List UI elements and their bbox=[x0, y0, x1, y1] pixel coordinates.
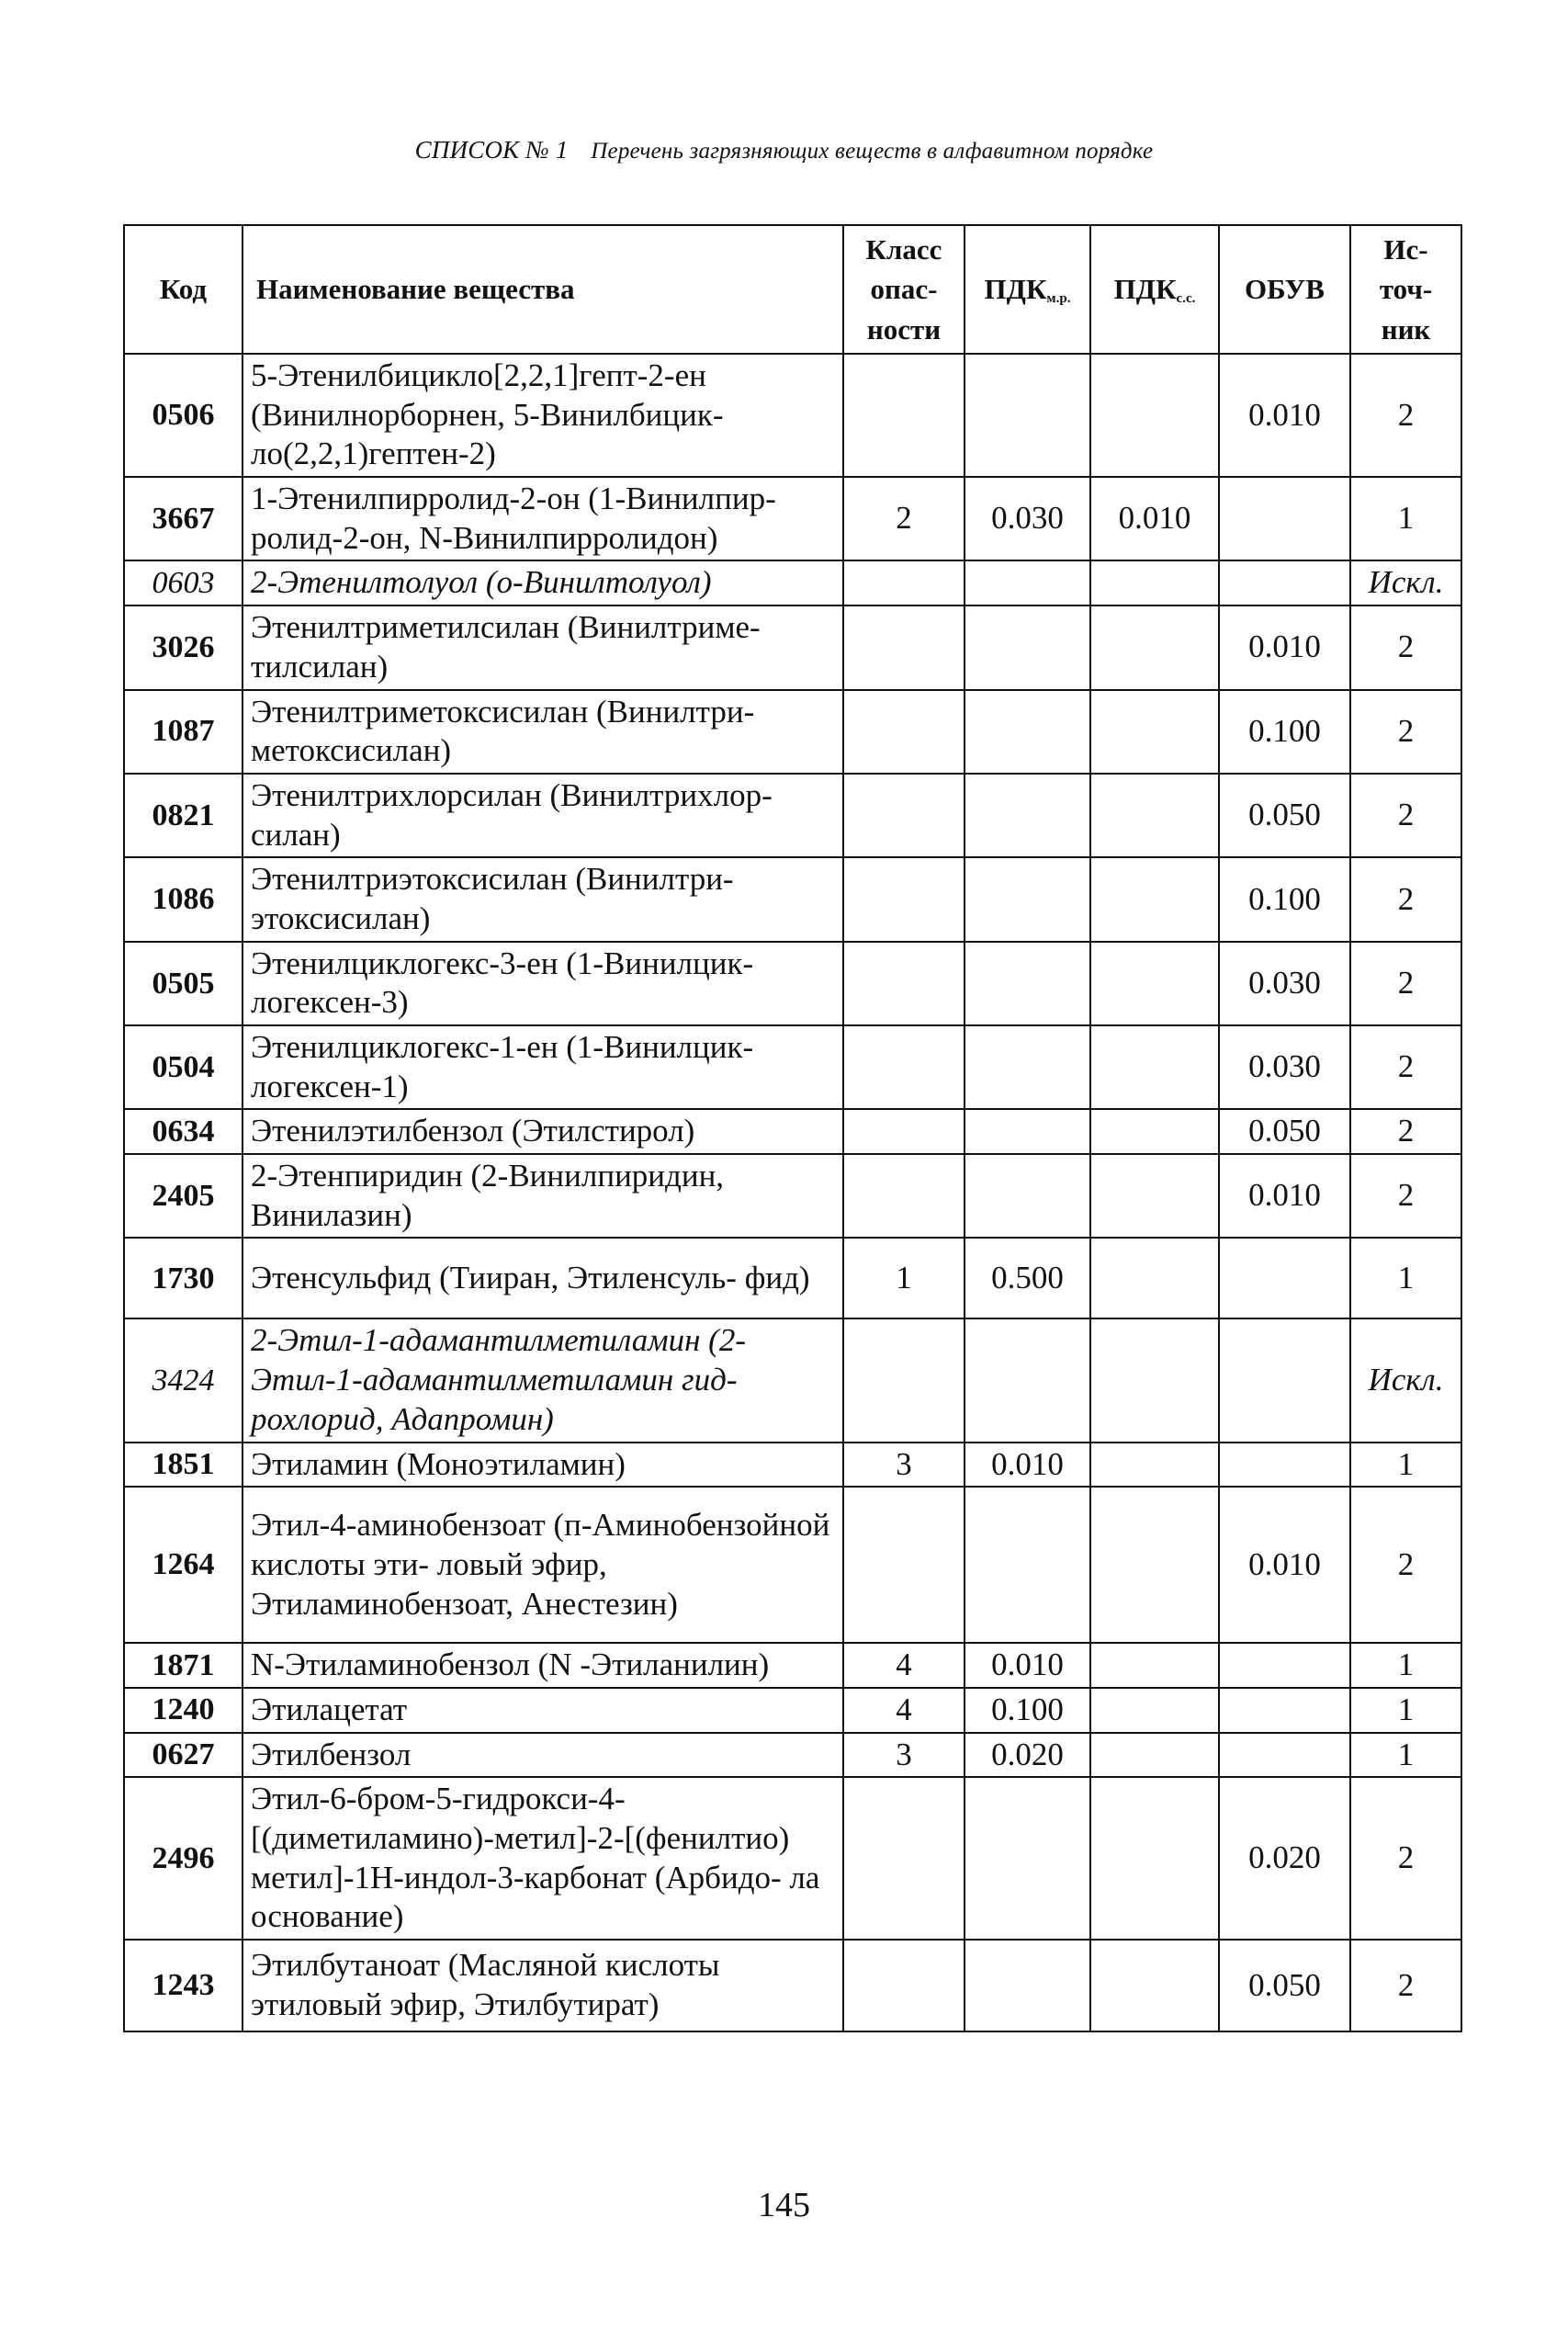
cell-obuv bbox=[1219, 477, 1350, 560]
cell-pdk-ss bbox=[1090, 1487, 1219, 1643]
cell-hazard-class bbox=[843, 690, 964, 774]
cell-name: Этенилэтилбензол (Этилстирол) bbox=[243, 1109, 843, 1154]
table-row bbox=[124, 354, 1461, 477]
cell-source: 2 bbox=[1350, 1487, 1461, 1643]
cell-code: 1730 bbox=[124, 1238, 243, 1318]
cell-pdk-ss bbox=[1090, 690, 1219, 774]
cell-obuv: 0.010 bbox=[1219, 1487, 1350, 1643]
table-row bbox=[124, 690, 1461, 774]
page-number: 145 bbox=[758, 2186, 810, 2224]
cell-obuv: 0.020 bbox=[1219, 1777, 1350, 1940]
table-row bbox=[124, 1688, 1461, 1733]
table-row bbox=[124, 1940, 1461, 2031]
cell-pdk-ss: 0.010 bbox=[1090, 477, 1219, 560]
cell-pdk-mr bbox=[964, 857, 1090, 941]
cell-source: 2 bbox=[1350, 1940, 1461, 2031]
cell-pdk-ss bbox=[1090, 1025, 1219, 1109]
cell-name: N-Этиламинобензол (N -Этиланилин) bbox=[243, 1643, 843, 1688]
cell-code: 1240 bbox=[124, 1688, 243, 1733]
cell-name: Этенилтриметилсилан (Винилтриме- тилсилан) bbox=[243, 605, 843, 689]
column-header-pdk-ss bbox=[1090, 225, 1219, 354]
cell-pdk-ss bbox=[1090, 1940, 1219, 2031]
cell-obuv bbox=[1219, 1688, 1350, 1733]
cell-pdk-ss bbox=[1090, 1154, 1219, 1238]
cell-source: Искл. bbox=[1350, 1318, 1461, 1442]
table-row bbox=[124, 1154, 1461, 1238]
cell-source: 2 bbox=[1350, 1109, 1461, 1154]
cell-obuv: 0.050 bbox=[1219, 774, 1350, 857]
cell-name: Этенилтрихлорсилан (Винилтрихлор- силан) bbox=[243, 774, 843, 857]
cell-name: Этенилциклогекс-1-ен (1-Винилцик- логексен-1) bbox=[243, 1025, 843, 1109]
cell-name: Этил-6-бром-5-гидрокси-4- [(диметиламино)-метил]-2-[(фенилтио) метил]-1Н-индол-3-карбонат (Арбидо- ла основание) bbox=[243, 1777, 843, 1940]
cell-code: 0506 bbox=[124, 354, 243, 477]
cell-source: 2 bbox=[1350, 1154, 1461, 1238]
cell-name: 2-Этил-1-адамантилметиламин (2-Этил-1-адамантилметиламин гид- рохлорид, Адапромин) bbox=[243, 1318, 843, 1442]
cell-code: 2496 bbox=[124, 1777, 243, 1940]
cell-pdk-ss bbox=[1090, 774, 1219, 857]
cell-source: 2 bbox=[1350, 774, 1461, 857]
cell-pdk-ss bbox=[1090, 1733, 1219, 1778]
table-row bbox=[124, 1238, 1461, 1318]
table-row bbox=[124, 560, 1461, 605]
cell-obuv bbox=[1219, 1318, 1350, 1442]
cell-pdk-mr bbox=[964, 690, 1090, 774]
cell-hazard-class bbox=[843, 560, 964, 605]
cell-hazard-class bbox=[843, 1940, 964, 2031]
cell-code: 1264 bbox=[124, 1487, 243, 1643]
column-header-name: Наименование вещества bbox=[243, 225, 843, 354]
cell-hazard-class bbox=[843, 1025, 964, 1109]
cell-code: 2405 bbox=[124, 1154, 243, 1238]
cell-obuv: 0.050 bbox=[1219, 1109, 1350, 1154]
cell-pdk-mr: 0.500 bbox=[964, 1238, 1090, 1318]
cell-obuv: 0.100 bbox=[1219, 690, 1350, 774]
cell-hazard-class: 1 bbox=[843, 1238, 964, 1318]
pdk-mr-label: ПДК bbox=[984, 273, 1047, 306]
table-row bbox=[124, 477, 1461, 560]
cell-pdk-mr bbox=[964, 1318, 1090, 1442]
table-row bbox=[124, 1443, 1461, 1488]
cell-code: 1087 bbox=[124, 690, 243, 774]
cell-hazard-class bbox=[843, 1154, 964, 1238]
cell-name: Этенсульфид (Тииран, Этиленсуль- фид) bbox=[243, 1238, 843, 1318]
cell-source: 1 bbox=[1350, 1238, 1461, 1318]
cell-obuv: 0.010 bbox=[1219, 1154, 1350, 1238]
cell-obuv bbox=[1219, 1643, 1350, 1688]
cell-pdk-mr bbox=[964, 942, 1090, 1025]
cell-pdk-mr bbox=[964, 1025, 1090, 1109]
cell-pdk-mr bbox=[964, 1777, 1090, 1940]
column-header-source: Ис- точ- ник bbox=[1350, 225, 1461, 354]
cell-name: Этилацетат bbox=[243, 1688, 843, 1733]
cell-pdk-ss bbox=[1090, 354, 1219, 477]
table-row bbox=[124, 774, 1461, 857]
table-row bbox=[124, 1643, 1461, 1688]
cell-name: Этил-4-аминобензоат (п-Аминобензойной кислоты эти- ловый эфир, Этиламинобензоат, Анестезин) bbox=[243, 1487, 843, 1643]
cell-obuv bbox=[1219, 560, 1350, 605]
pdk-mr-subscript: м.р. bbox=[1046, 291, 1071, 307]
cell-name: Этилбензол bbox=[243, 1733, 843, 1778]
cell-obuv bbox=[1219, 1238, 1350, 1318]
cell-source: 2 bbox=[1350, 1025, 1461, 1109]
cell-pdk-ss bbox=[1090, 1238, 1219, 1318]
cell-pdk-ss bbox=[1090, 605, 1219, 689]
cell-hazard-class bbox=[843, 1777, 964, 1940]
cell-source: 1 bbox=[1350, 1443, 1461, 1488]
cell-source: 2 bbox=[1350, 690, 1461, 774]
cell-code: 3667 bbox=[124, 477, 243, 560]
cell-code: 1851 bbox=[124, 1443, 243, 1488]
cell-obuv: 0.010 bbox=[1219, 605, 1350, 689]
cell-pdk-ss bbox=[1090, 1109, 1219, 1154]
cell-hazard-class: 3 bbox=[843, 1443, 964, 1488]
cell-pdk-mr: 0.030 bbox=[964, 477, 1090, 560]
table-row bbox=[124, 1733, 1461, 1778]
cell-source: 2 bbox=[1350, 354, 1461, 477]
cell-name: Этенилтриметоксисилан (Винилтри- метоксисилан) bbox=[243, 690, 843, 774]
page-header bbox=[0, 136, 1568, 164]
cell-name: Этенилтриэтоксисилан (Винилтри- этоксисилан) bbox=[243, 857, 843, 941]
column-header-obuv: ОБУВ bbox=[1219, 225, 1350, 354]
cell-code: 3424 bbox=[124, 1318, 243, 1442]
cell-source: 1 bbox=[1350, 477, 1461, 560]
cell-name: 1-Этенилпирролид-2-он (1-Винилпир- ролид-2-он, N-Винилпирролидон) bbox=[243, 477, 843, 560]
pdk-ss-subscript: с.с. bbox=[1176, 291, 1196, 307]
cell-hazard-class: 3 bbox=[843, 1733, 964, 1778]
cell-code: 0627 bbox=[124, 1733, 243, 1778]
cell-name: 2-Этенпиридин (2-Винилпиридин, Винилазин) bbox=[243, 1154, 843, 1238]
cell-name: 5-Этенилбицикло[2,2,1]гепт-2-ен (Винилнорборнен, 5-Винилбицик- ло(2,2,1)гептен-2) bbox=[243, 354, 843, 477]
cell-code: 1871 bbox=[124, 1643, 243, 1688]
cell-source: 2 bbox=[1350, 1777, 1461, 1940]
cell-hazard-class: 4 bbox=[843, 1688, 964, 1733]
cell-obuv: 0.030 bbox=[1219, 1025, 1350, 1109]
cell-pdk-mr bbox=[964, 354, 1090, 477]
cell-name: 2-Этенилтолуол (о-Винилтолуол) bbox=[243, 560, 843, 605]
substances-table bbox=[123, 224, 1462, 2032]
cell-code: 0634 bbox=[124, 1109, 243, 1154]
cell-source: Искл. bbox=[1350, 560, 1461, 605]
cell-pdk-mr bbox=[964, 1487, 1090, 1643]
cell-pdk-mr bbox=[964, 1940, 1090, 2031]
table-row bbox=[124, 1777, 1461, 1940]
cell-pdk-mr bbox=[964, 1109, 1090, 1154]
cell-hazard-class bbox=[843, 605, 964, 689]
cell-pdk-ss bbox=[1090, 1777, 1219, 1940]
cell-name: Этиламин (Моноэтиламин) bbox=[243, 1443, 843, 1488]
table-row bbox=[124, 857, 1461, 941]
table-header-row bbox=[124, 225, 1461, 354]
cell-code: 0603 bbox=[124, 560, 243, 605]
cell-code: 0505 bbox=[124, 942, 243, 1025]
cell-hazard-class: 2 bbox=[843, 477, 964, 560]
list-number: СПИСОК № 1 bbox=[414, 136, 569, 164]
cell-obuv: 0.010 bbox=[1219, 354, 1350, 477]
cell-pdk-mr bbox=[964, 560, 1090, 605]
cell-code: 0821 bbox=[124, 774, 243, 857]
column-header-hazard-class: Класс опас- ности bbox=[843, 225, 964, 354]
table-row bbox=[124, 942, 1461, 1025]
cell-source: 2 bbox=[1350, 605, 1461, 689]
cell-pdk-mr bbox=[964, 774, 1090, 857]
cell-pdk-ss bbox=[1090, 1318, 1219, 1442]
cell-source: 1 bbox=[1350, 1643, 1461, 1688]
cell-code: 1243 bbox=[124, 1940, 243, 2031]
cell-pdk-ss bbox=[1090, 1688, 1219, 1733]
cell-hazard-class bbox=[843, 942, 964, 1025]
column-header-pdk-mr bbox=[964, 225, 1090, 354]
list-description: Перечень загрязняющих веществ в алфавитном порядке bbox=[591, 139, 1154, 164]
cell-hazard-class bbox=[843, 1487, 964, 1643]
cell-pdk-ss bbox=[1090, 857, 1219, 941]
cell-pdk-ss bbox=[1090, 942, 1219, 1025]
cell-pdk-mr: 0.020 bbox=[964, 1733, 1090, 1778]
cell-source: 1 bbox=[1350, 1688, 1461, 1733]
cell-hazard-class: 4 bbox=[843, 1643, 964, 1688]
cell-hazard-class bbox=[843, 1318, 964, 1442]
cell-source: 2 bbox=[1350, 857, 1461, 941]
cell-pdk-mr: 0.010 bbox=[964, 1443, 1090, 1488]
cell-hazard-class bbox=[843, 774, 964, 857]
table-row bbox=[124, 1025, 1461, 1109]
cell-hazard-class bbox=[843, 1109, 964, 1154]
table-row bbox=[124, 1487, 1461, 1643]
pdk-ss-label: ПДК bbox=[1113, 273, 1177, 306]
cell-name: Этилбутаноат (Масляной кислоты этиловый эфир, Этилбутират) bbox=[243, 1940, 843, 2031]
cell-pdk-mr: 0.010 bbox=[964, 1643, 1090, 1688]
cell-obuv: 0.050 bbox=[1219, 1940, 1350, 2031]
cell-code: 3026 bbox=[124, 605, 243, 689]
cell-name: Этенилциклогекс-3-ен (1-Винилцик- логексен-3) bbox=[243, 942, 843, 1025]
cell-hazard-class bbox=[843, 857, 964, 941]
cell-source: 1 bbox=[1350, 1733, 1461, 1778]
table-row bbox=[124, 1109, 1461, 1154]
cell-pdk-mr bbox=[964, 1154, 1090, 1238]
cell-pdk-mr: 0.100 bbox=[964, 1688, 1090, 1733]
table-row bbox=[124, 1318, 1461, 1442]
cell-source: 2 bbox=[1350, 942, 1461, 1025]
cell-hazard-class bbox=[843, 354, 964, 477]
cell-obuv: 0.030 bbox=[1219, 942, 1350, 1025]
cell-code: 0504 bbox=[124, 1025, 243, 1109]
cell-pdk-mr bbox=[964, 605, 1090, 689]
cell-pdk-ss bbox=[1090, 1643, 1219, 1688]
table-row bbox=[124, 605, 1461, 689]
cell-obuv bbox=[1219, 1443, 1350, 1488]
cell-code: 1086 bbox=[124, 857, 243, 941]
cell-obuv bbox=[1219, 1733, 1350, 1778]
cell-pdk-ss bbox=[1090, 1443, 1219, 1488]
cell-obuv: 0.100 bbox=[1219, 857, 1350, 941]
column-header-code: Код bbox=[124, 225, 243, 354]
cell-pdk-ss bbox=[1090, 560, 1219, 605]
table-body bbox=[124, 354, 1461, 2031]
